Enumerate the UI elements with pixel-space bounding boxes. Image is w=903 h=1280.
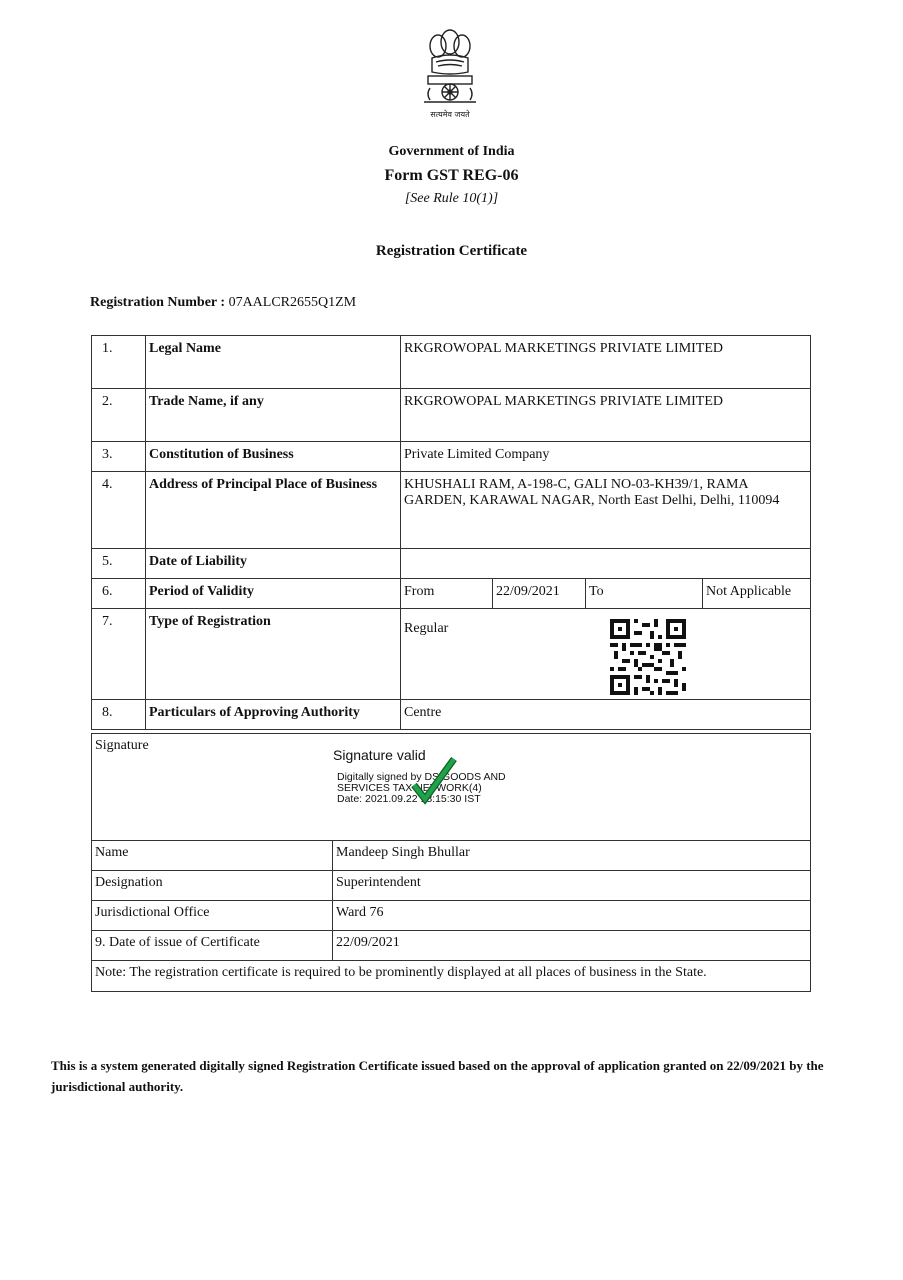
officer-label: 9. Date of issue of Certificate	[92, 931, 333, 961]
row-number: 2.	[92, 389, 146, 442]
row-label: Legal Name	[146, 336, 401, 389]
officer-value: Mandeep Singh Bhullar	[333, 841, 811, 871]
row-label: Type of Registration	[146, 609, 401, 700]
certificate-title: Registration Certificate	[375, 243, 528, 259]
validity-from-label: From	[401, 579, 493, 609]
row-value	[401, 549, 811, 579]
signature-status: Signature valid	[333, 747, 426, 763]
national-emblem-icon	[418, 22, 482, 122]
table-row	[92, 389, 811, 442]
signature-line: Date: 2021.09.22 18:15:30 IST	[337, 793, 481, 805]
officer-value: Ward 76	[333, 901, 811, 931]
table-row	[92, 579, 811, 609]
row-number: 1.	[92, 336, 146, 389]
row-value: Private Limited Company	[401, 442, 811, 472]
row-label: Date of Liability	[146, 549, 401, 579]
officer-label: Name	[92, 841, 333, 871]
table-row	[92, 961, 811, 992]
officer-label: Designation	[92, 871, 333, 901]
digital-signature	[333, 747, 553, 817]
table-row	[92, 700, 811, 730]
row-number: 5.	[92, 549, 146, 579]
officer-value: 22/09/2021	[333, 931, 811, 961]
row-label: Trade Name, if any	[146, 389, 401, 442]
signature-line: Digitally signed by DS GOODS AND	[337, 771, 506, 783]
note: Note: The registration certificate is required to be prominently displayed at all places of business in the State.	[92, 961, 811, 992]
row-number: 3.	[92, 442, 146, 472]
signature-line: SERVICES TAX NETWORK(4)	[337, 782, 482, 794]
signature-valid-check-icon	[411, 755, 457, 805]
table-row	[92, 901, 811, 931]
table-row	[92, 609, 811, 700]
table-row	[92, 871, 811, 901]
row-value: RKGROWOPAL MARKETINGS PRIVIATE LIMITED	[401, 336, 811, 389]
rule-reference: [See Rule 10(1)]	[404, 191, 499, 206]
qr-code-icon	[610, 619, 686, 695]
row-number: 8.	[92, 700, 146, 730]
row-value: Centre	[401, 700, 811, 730]
table-row	[92, 442, 811, 472]
table-row	[92, 549, 811, 579]
row-label: Particulars of Approving Authority	[146, 700, 401, 730]
row-number: 7.	[92, 609, 146, 700]
row-value: RKGROWOPAL MARKETINGS PRIVIATE LIMITED	[401, 389, 811, 442]
details-table	[91, 335, 811, 730]
registration-number-value: 07AALCR2655Q1ZM	[228, 295, 357, 310]
form-title: Form GST REG-06	[384, 167, 519, 184]
officer-label: Jurisdictional Office	[92, 901, 333, 931]
table-row	[92, 931, 811, 961]
row-label: Address of Principal Place of Business	[146, 472, 401, 549]
table-row	[92, 841, 811, 871]
validity-to-value: Not Applicable	[703, 579, 811, 609]
row-number: 6.	[92, 579, 146, 609]
table-row	[92, 336, 811, 389]
emblem-motto: सत्यमेव जयते	[430, 110, 470, 119]
officer-value: Superintendent	[333, 871, 811, 901]
registration-number	[90, 295, 356, 311]
row-label: Period of Validity	[146, 579, 401, 609]
government-heading: Government of India	[388, 144, 515, 159]
signature-label: Signature	[92, 734, 811, 841]
row-label: Constitution of Business	[146, 442, 401, 472]
row-number: 4.	[92, 472, 146, 549]
footer-statement: This is a system generated digitally signed Registration Certificate issued based on the approval of application granted on 22/09/2021 by the jurisdictional authority.	[51, 1058, 824, 1094]
validity-from-value: 22/09/2021	[493, 579, 586, 609]
registration-number-label: Registration Number :	[90, 295, 226, 310]
validity-to-label: To	[586, 579, 703, 609]
table-row	[92, 472, 811, 549]
row-value: KHUSHALI RAM, A-198-C, GALI NO-03-KH39/1, RAMA GARDEN, KARAWAL NAGAR, North East Delhi, Delhi, 110094	[401, 472, 811, 549]
row-value: Regular	[401, 609, 811, 700]
